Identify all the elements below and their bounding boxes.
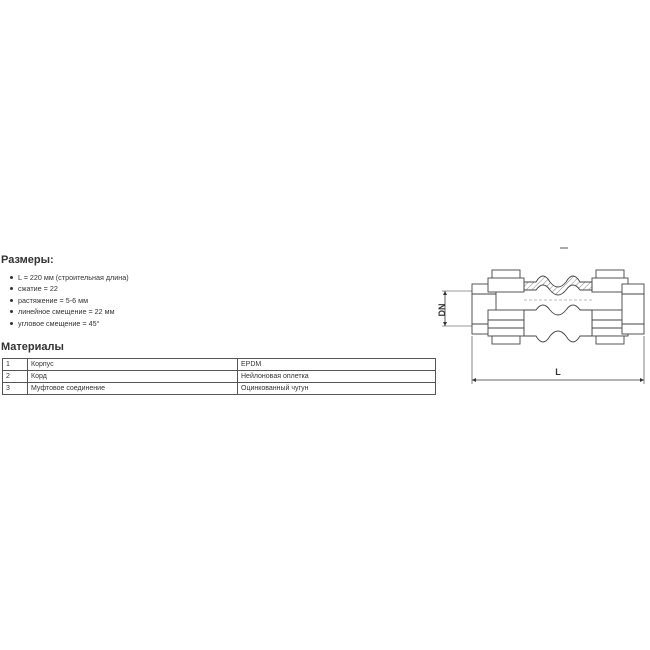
table-row — [3, 359, 436, 371]
material-name: EPDM — [238, 359, 436, 371]
expansion-joint-drawing — [436, 244, 646, 389]
dimension-item-angular-offset: угловое смещение = 45° — [9, 318, 129, 329]
materials-heading: Материалы — [1, 341, 64, 353]
part-name: Корпус — [28, 359, 238, 371]
row-number: 3 — [3, 383, 28, 395]
dimensions-list — [9, 272, 129, 329]
part-name: Муфтовое соединение — [28, 383, 238, 395]
dimension-item-extension: растяжение = 5-6 мм — [9, 295, 129, 306]
dn-label: DN — [437, 303, 447, 317]
table-row — [3, 371, 436, 383]
material-name: Нейлоновая оплетка — [238, 371, 436, 383]
l-label: L — [555, 367, 561, 377]
bellows-body — [524, 276, 592, 342]
material-name: Оцинкованный чугун — [238, 383, 436, 395]
dimension-item-lateral-offset: линейное смещение = 22 мм — [9, 306, 129, 317]
dimensions-heading: Размеры: — [1, 254, 54, 266]
materials-table — [2, 358, 436, 395]
table-row — [3, 383, 436, 395]
row-number: 1 — [3, 359, 28, 371]
dimension-item-compression: сжатие = 22 — [9, 283, 129, 294]
row-number: 2 — [3, 371, 28, 383]
right-pipe-end — [622, 284, 644, 334]
part-name: Корд — [28, 371, 238, 383]
dimension-item-length: L = 220 мм (строительная длина) — [9, 272, 129, 283]
